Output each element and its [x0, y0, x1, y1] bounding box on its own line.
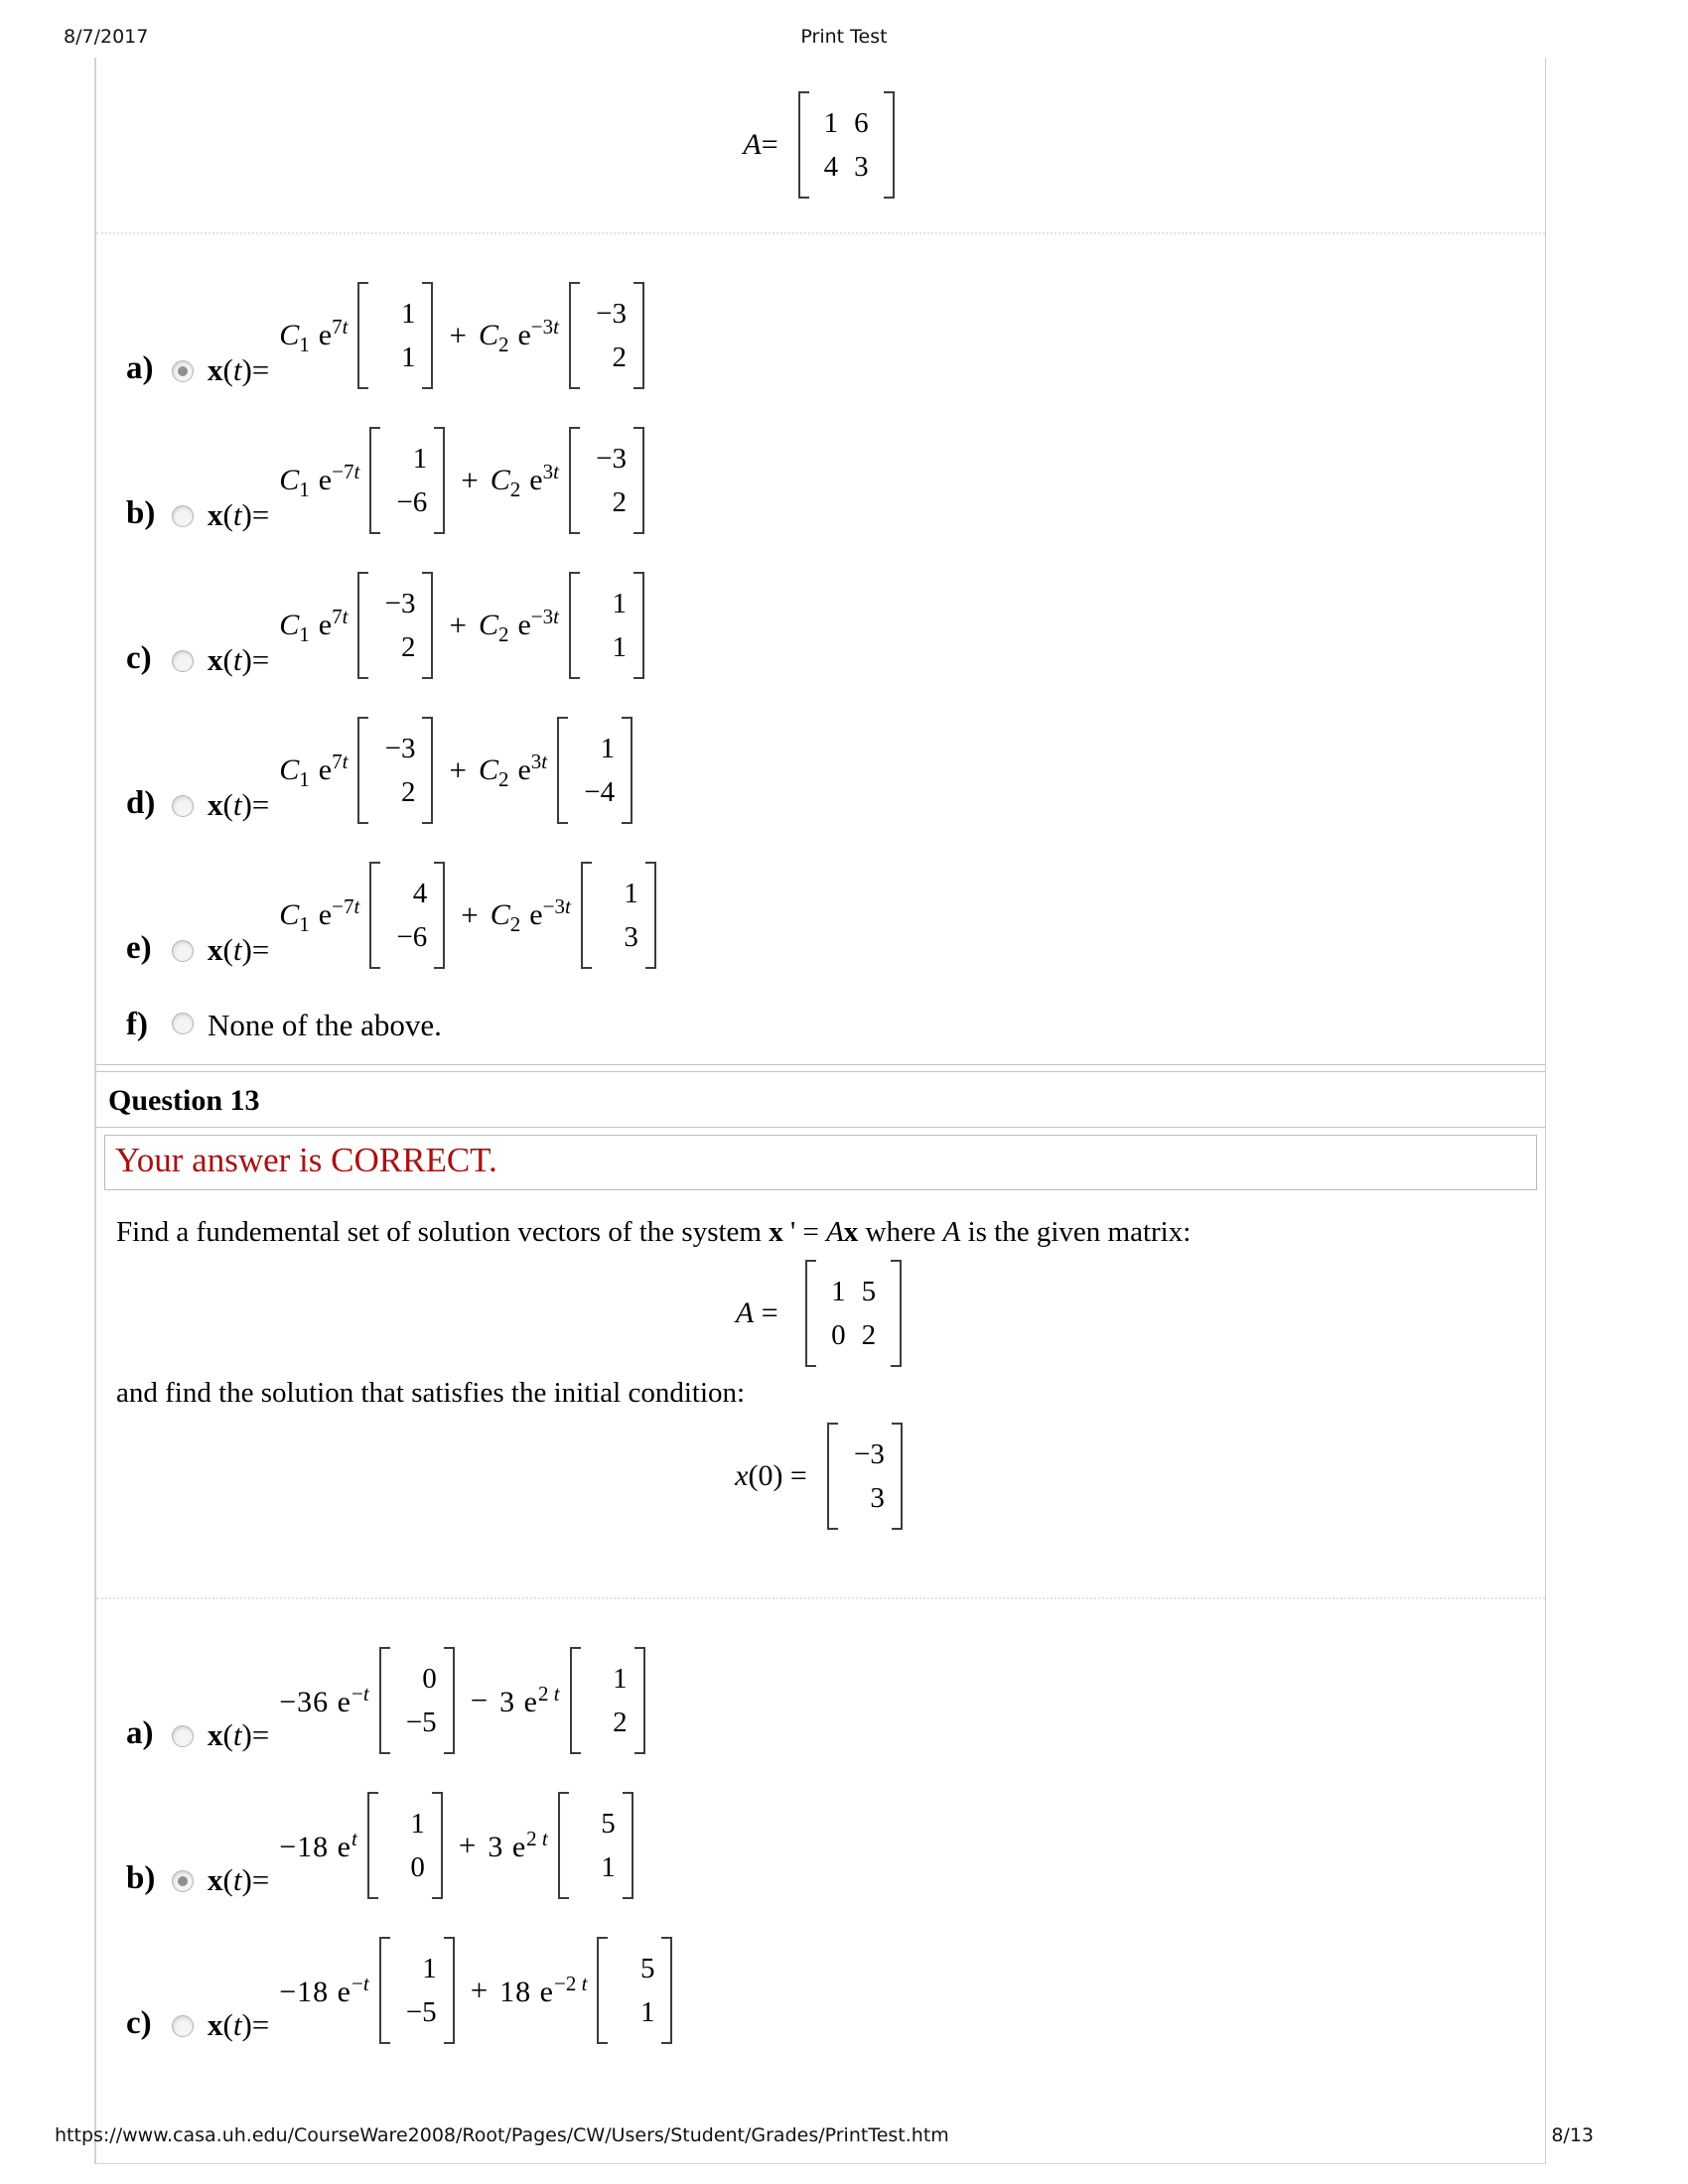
- term-2: $C_2$ $e^{3t}$: [490, 459, 559, 501]
- operator: +: [449, 608, 467, 642]
- term-1: $C_1$ $e^{-7t}$: [279, 459, 360, 501]
- page-container: [94, 58, 1546, 2164]
- column-vector: 1 −4: [557, 717, 633, 824]
- x0-label: x(0) =: [735, 1459, 807, 1493]
- term-1: $C_1$ $e^{7t}$: [279, 604, 349, 646]
- option-label: e): [126, 930, 152, 966]
- option-expression: [279, 427, 648, 534]
- option-lhs: x(t)=: [208, 787, 270, 822]
- operator: +: [470, 1972, 489, 2007]
- answer-correct-banner: Your answer is CORRECT.: [104, 1135, 1537, 1190]
- operator: −: [470, 1682, 489, 1717]
- option-lhs: x(t)=: [208, 2006, 270, 2042]
- radio-button[interactable]: [172, 795, 194, 817]
- column-vector: −3 2: [569, 282, 644, 389]
- question-13-heading: Question 13: [96, 1072, 1545, 1128]
- option-expression: [279, 1937, 676, 2044]
- q13-options-list: [96, 1599, 1545, 2060]
- option-lhs: x(t)=: [208, 642, 270, 677]
- option-label: c): [126, 2004, 152, 2041]
- none-of-the-above-text: None of the above.: [208, 1008, 442, 1042]
- initial-condition-display: [116, 1423, 1525, 1530]
- operator: +: [449, 318, 467, 352]
- question-13-section: [96, 1071, 1545, 2163]
- term-2: $C_2$ $e^{-3t}$: [490, 893, 571, 936]
- option-expression: [279, 1792, 636, 1899]
- question-13-body: [96, 1202, 1545, 1529]
- option-expression: [279, 1647, 648, 1754]
- column-vector: 1 1: [357, 282, 433, 389]
- column-vector: −3 2: [357, 572, 433, 679]
- q12-option-f: [96, 1005, 1545, 1048]
- term-2: $C_2$ $e^{-3t}$: [478, 314, 559, 356]
- footer-page-number: 8/13: [1551, 2124, 1594, 2146]
- operator: +: [449, 752, 467, 787]
- q12-option-a: [96, 268, 1545, 389]
- column-vector: 1 3: [581, 862, 656, 969]
- option-label: d): [126, 785, 156, 821]
- term-2: $C_2$ $e^{-3t}$: [478, 604, 559, 646]
- option-lhs: x(t)=: [208, 1716, 270, 1752]
- radio-button[interactable]: [172, 1725, 194, 1747]
- column-vector: 5 1: [558, 1792, 633, 1899]
- option-label: a): [126, 350, 154, 386]
- option-lhs: x(t)=: [208, 352, 270, 387]
- q12-option-e: [96, 848, 1545, 969]
- term-2: 18 $e^{-2 t}$: [499, 1971, 588, 2008]
- term-1: $C_1$ $e^{7t}$: [279, 314, 349, 356]
- page-title: Print Test: [800, 26, 888, 48]
- matrix-A-label: A=: [743, 128, 778, 161]
- radio-button[interactable]: [172, 2015, 194, 2037]
- option-label: c): [126, 640, 152, 676]
- term-1: $C_1$ $e^{-7t}$: [279, 893, 360, 936]
- radio-button[interactable]: [172, 650, 194, 672]
- column-vector: −3 2: [569, 427, 644, 534]
- radio-button[interactable]: [172, 940, 194, 962]
- option-lhs: x(t)=: [208, 1861, 270, 1897]
- column-vector: 1 −5: [379, 1937, 455, 2044]
- column-vector: 1 2: [570, 1647, 645, 1754]
- q12-options-list: [96, 234, 1545, 1064]
- question-12-section: [96, 58, 1545, 1065]
- radio-button[interactable]: [172, 1870, 194, 1892]
- radio-button[interactable]: [172, 360, 194, 382]
- q12-matrix-display: [96, 58, 1545, 232]
- column-vector: 5 1: [597, 1937, 672, 2044]
- term-2: 3 $e^{2 t}$: [499, 1681, 560, 1718]
- matrix-A: 1 5 0 2: [805, 1260, 902, 1367]
- operator: +: [461, 463, 479, 497]
- option-lhs: x(t)=: [208, 497, 270, 532]
- term-1: −18 $e^{-t}$: [279, 1971, 369, 2008]
- initial-condition-text: and find the solution that satisfies the initial condition:: [116, 1376, 746, 1409]
- option-expression: [279, 572, 648, 679]
- radio-button[interactable]: [172, 1013, 194, 1034]
- term-1: $C_1$ $e^{7t}$: [279, 749, 349, 791]
- column-vector: 1 0: [367, 1792, 443, 1899]
- column-vector: 4 −6: [369, 862, 445, 969]
- option-label: a): [126, 1714, 154, 1751]
- header-date: 8/7/2017: [64, 26, 149, 48]
- matrix-A-label: A =: [735, 1297, 786, 1330]
- matrix-A: 1 6 4 3: [798, 91, 895, 199]
- operator: +: [461, 897, 479, 932]
- q12-option-c: [96, 558, 1545, 679]
- option-label: f): [126, 1006, 148, 1042]
- term-2: 3 $e^{2 t}$: [488, 1826, 548, 1863]
- q12-option-d: [96, 703, 1545, 824]
- term-1: −36 $e^{-t}$: [279, 1681, 369, 1718]
- option-label: b): [126, 1859, 156, 1896]
- option-label: b): [126, 495, 156, 531]
- initial-condition-vector: −3 3: [827, 1423, 903, 1530]
- q13-option-b: [96, 1778, 1545, 1899]
- column-vector: 1 1: [569, 572, 644, 679]
- operator: +: [458, 1827, 477, 1862]
- q13-option-a: [96, 1633, 1545, 1754]
- q13-option-c: [96, 1923, 1545, 2044]
- question-prompt: Find a fundemental set of solution vectors of the system x ' = Ax where A is the given matrix:: [116, 1216, 1192, 1249]
- column-vector: 0 −5: [379, 1647, 455, 1754]
- column-vector: 1 −6: [369, 427, 445, 534]
- option-expression: [279, 282, 648, 389]
- option-lhs: x(t)=: [208, 932, 270, 967]
- option-expression: [279, 717, 636, 824]
- term-2: $C_2$ $e^{3t}$: [478, 749, 548, 791]
- radio-button[interactable]: [172, 505, 194, 527]
- term-1: −18 $e^t$: [279, 1826, 357, 1863]
- option-expression: [279, 862, 660, 969]
- q13-matrix-display: [116, 1260, 1525, 1367]
- column-vector: −3 2: [357, 717, 433, 824]
- q12-option-b: [96, 413, 1545, 534]
- footer-url: https://www.casa.uh.edu/CourseWare2008/Root/Pages/CW/Users/Student/Grades/PrintTest.htm: [55, 2124, 949, 2146]
